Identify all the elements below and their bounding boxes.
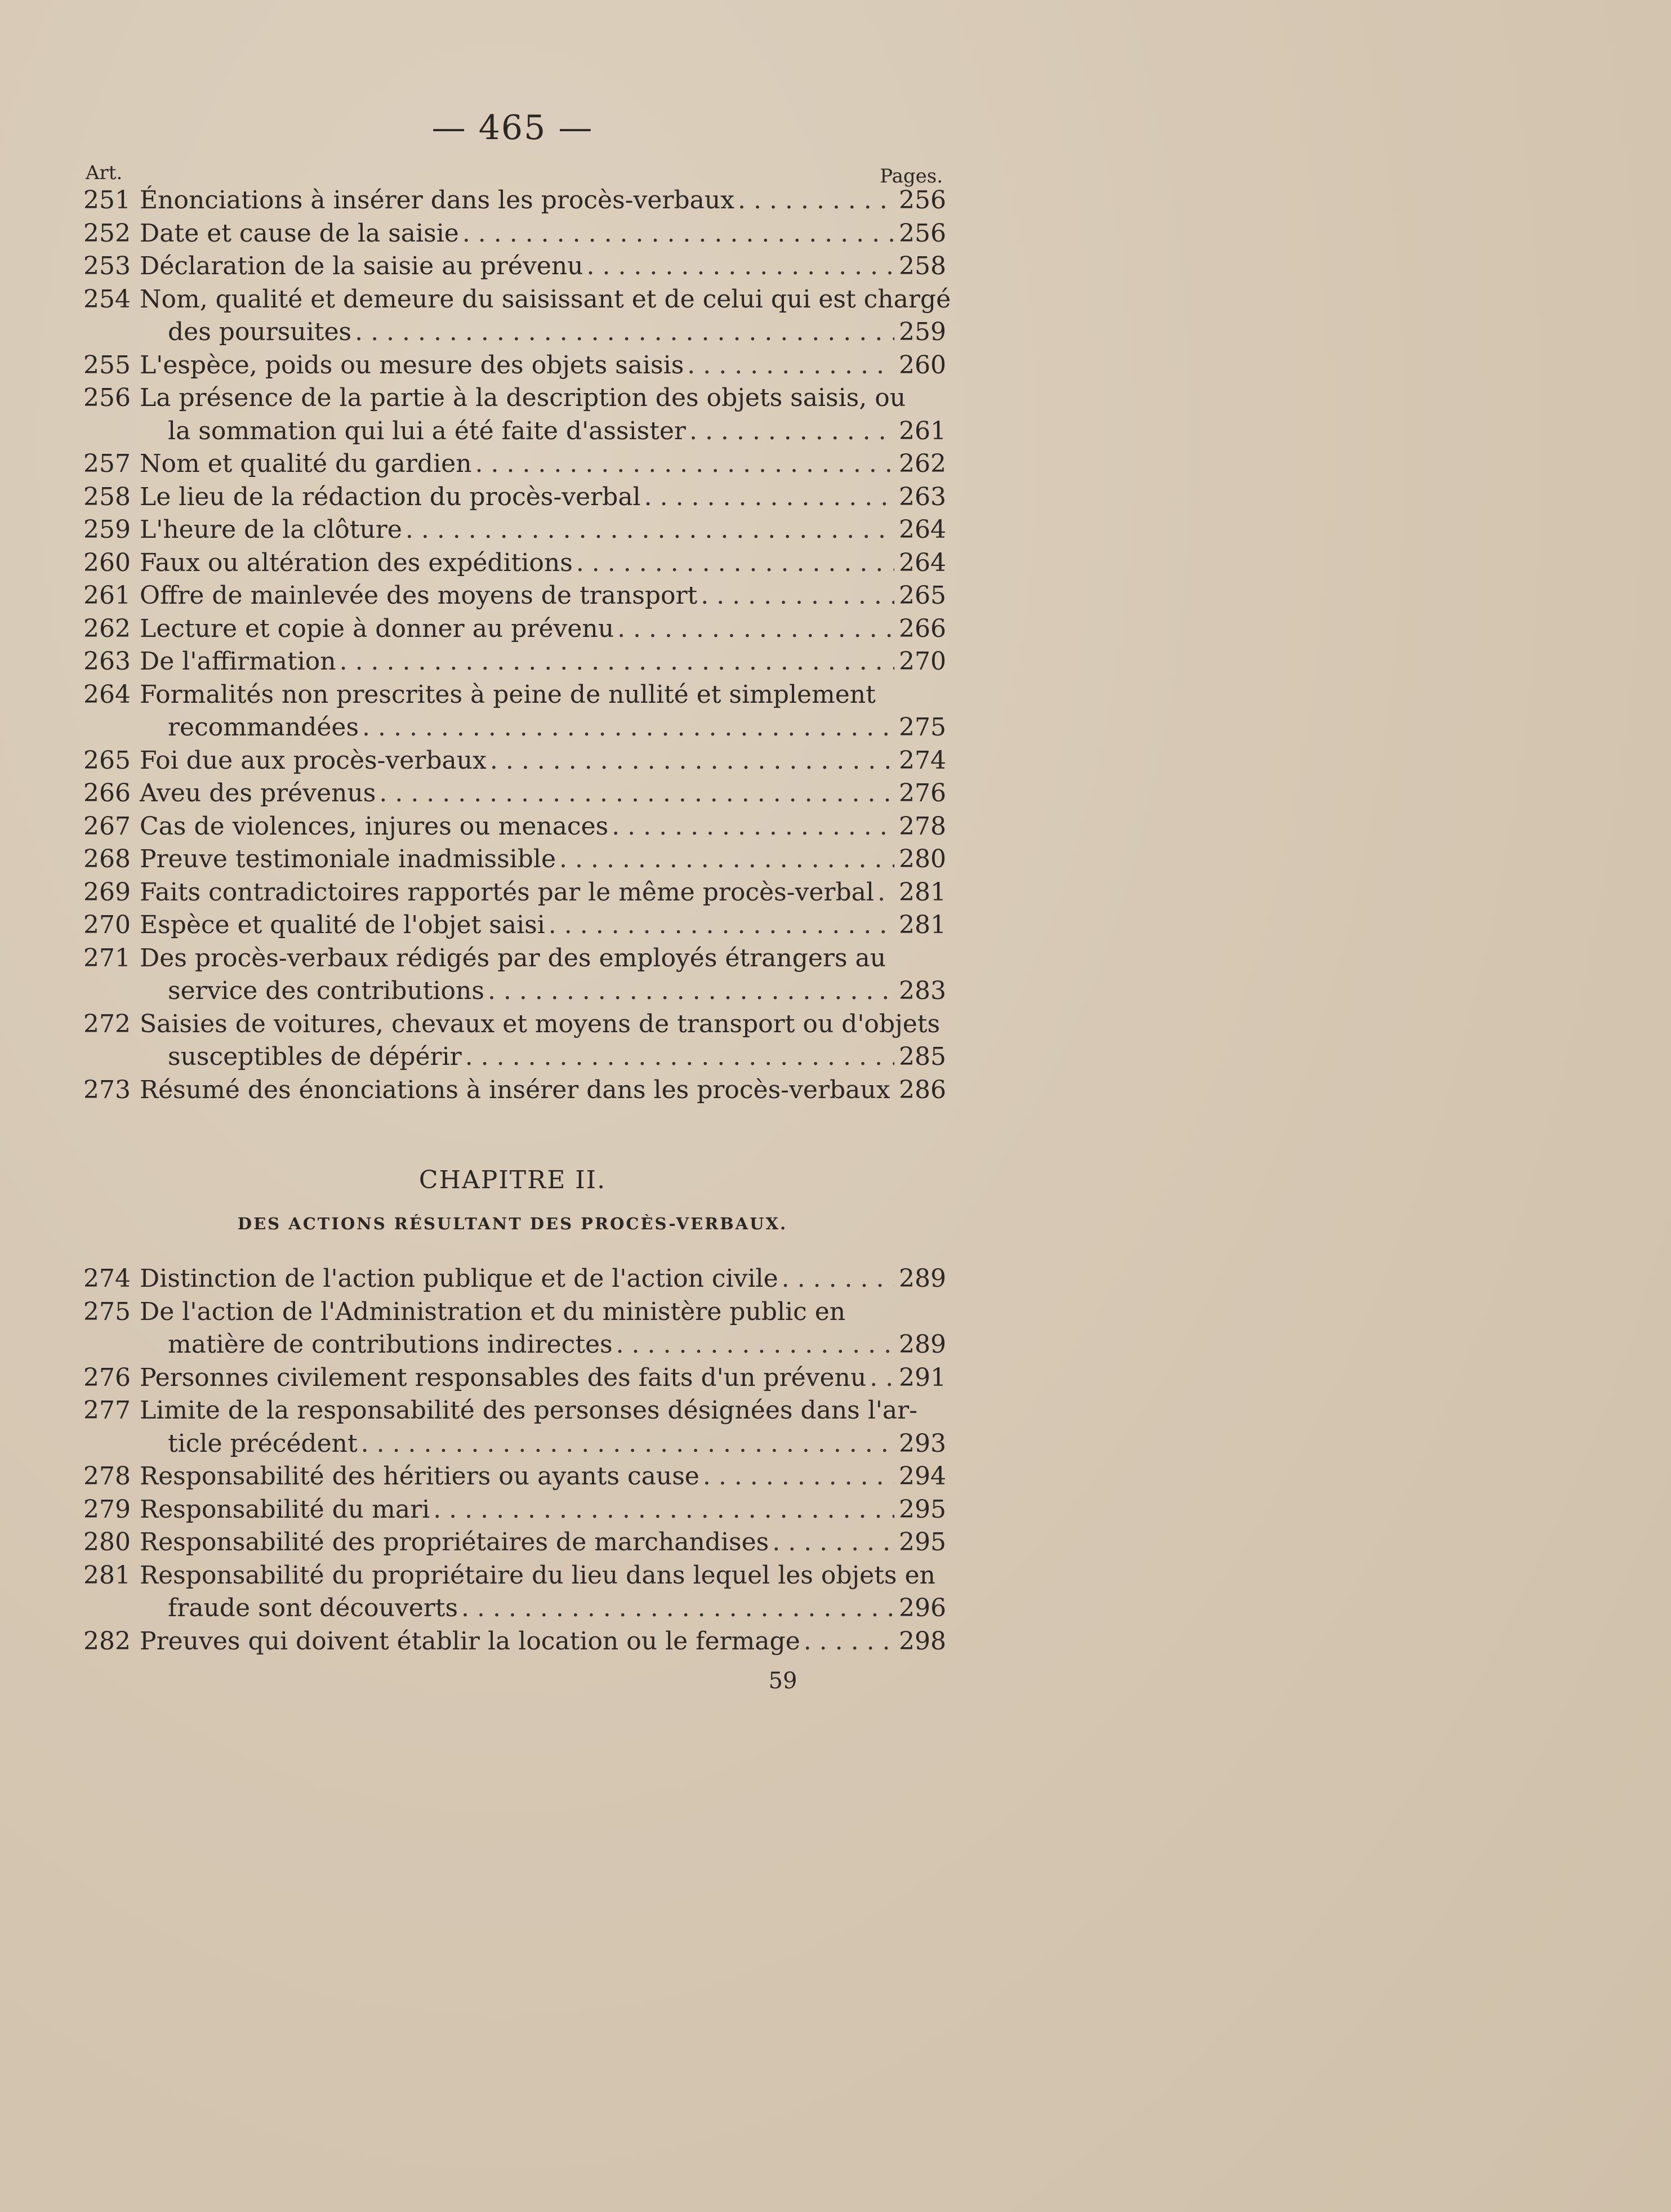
page-number: 266: [899, 614, 946, 643]
leader-dots: [459, 217, 894, 251]
entry-title: La présence de la partie à la description des objets saisis, ou: [140, 383, 906, 412]
page-number: 258: [899, 252, 946, 280]
entry-title: recommandées: [168, 713, 359, 742]
entry-title: Responsabilité des héritiers ou ayants cause: [140, 1462, 699, 1491]
entry-title: Saisies de voitures, chevaux et moyens de transport ou d'objets: [140, 1009, 941, 1038]
toc-entry: [79, 250, 946, 283]
article-number: 279: [83, 1495, 131, 1524]
leader-dots: [358, 1428, 894, 1461]
entry-title: Offre de mainlevée des moyens de transport: [140, 581, 698, 610]
entry-title: Preuves qui doivent établir la location ou le fermage: [140, 1626, 800, 1656]
pages-column-label: Pages.: [880, 165, 943, 188]
article-number: 271: [83, 943, 131, 973]
article-number: 272: [83, 1009, 131, 1038]
leader-dots: [458, 1592, 894, 1625]
leader-dots: [641, 481, 894, 514]
chapter-title: CHAPITRE II.: [418, 1166, 607, 1194]
page-number: 285: [899, 1042, 946, 1071]
entry-title: matière de contributions indirectes: [168, 1330, 613, 1359]
page-number: 293: [899, 1429, 946, 1458]
leader-dots: [359, 711, 894, 744]
signature-mark: 59: [768, 1668, 797, 1694]
toc-entry: [79, 645, 946, 679]
leader-dots: [430, 1493, 894, 1527]
article-number: 260: [83, 548, 131, 577]
article-number: 264: [83, 680, 131, 709]
toc-entry: [79, 1559, 946, 1625]
leader-dots: [573, 547, 894, 580]
page-number: 283: [899, 976, 946, 1005]
article-number: 263: [83, 647, 131, 676]
article-column-label: Art.: [86, 162, 123, 184]
article-number: 266: [83, 779, 131, 808]
toc-entry: [79, 514, 946, 547]
toc-entry: [79, 679, 946, 744]
leader-dots: [613, 1328, 894, 1362]
entry-title: fraude sont découverts: [168, 1594, 458, 1622]
page-number: 295: [899, 1528, 946, 1557]
entry-title: Date et cause de la saisie: [140, 218, 459, 248]
leader-dots: [734, 184, 894, 217]
article-number: 252: [83, 218, 131, 248]
toc-entry: [79, 1493, 946, 1527]
entry-title: Faits contradictoires rapportés par le même procès-verbal: [140, 877, 874, 907]
article-number: 276: [83, 1363, 131, 1392]
entry-title: Aveu des prévenus: [140, 779, 376, 808]
article-number: 261: [83, 581, 131, 610]
leader-dots: [462, 1041, 894, 1074]
entry-title: susceptibles de dépérir: [168, 1042, 462, 1071]
entry-title: Preuve testimoniale inadmissible: [140, 845, 556, 873]
page-number: 265: [899, 581, 946, 610]
article-number: 281: [83, 1560, 131, 1590]
leader-dots: [614, 613, 894, 646]
toc-entry: [79, 942, 946, 1008]
article-number: 254: [83, 284, 131, 314]
toc-entry: [79, 1394, 946, 1460]
page-number: 259: [899, 318, 946, 346]
entry-title: la sommation qui lui a été faite d'assister: [168, 416, 686, 445]
article-number: 256: [83, 383, 131, 412]
toc-entry: [79, 777, 946, 810]
toc-entry: [79, 876, 946, 909]
entry-title: Énonciations à insérer dans les procès-verbaux: [140, 186, 734, 215]
page-number: 275: [899, 713, 946, 742]
entry-title: Des procès-verbaux rédigés par des employés étrangers au: [140, 943, 886, 973]
page-number: 256: [899, 218, 946, 248]
article-number: 278: [83, 1462, 131, 1491]
page-number: 294: [899, 1462, 946, 1491]
article-number: 270: [83, 911, 131, 939]
toc-list-chapter-2: [79, 1263, 946, 1658]
leader-dots: [686, 415, 894, 448]
leader-dots: [684, 349, 894, 382]
leader-dots: [556, 843, 894, 876]
entry-title: Responsabilité du mari: [140, 1495, 430, 1524]
leader-dots: [800, 1625, 894, 1658]
toc-entry: [79, 1074, 946, 1107]
entry-title: Distinction de l'action publique et de l'action civile: [140, 1264, 778, 1293]
entry-title: Formalités non prescrites à peine de nullité et simplement: [140, 680, 876, 709]
article-number: 275: [83, 1297, 131, 1326]
leader-dots: [351, 316, 894, 349]
page-number: 289: [899, 1264, 946, 1293]
article-number: 273: [83, 1075, 131, 1104]
article-number: 269: [83, 877, 131, 907]
toc-entry: [79, 1625, 946, 1658]
article-number: 280: [83, 1528, 131, 1557]
leader-dots: [487, 744, 894, 778]
entry-title: Déclaration de la saisie au prévenu: [140, 252, 583, 280]
article-number: 277: [83, 1396, 131, 1425]
leader-dots: [376, 777, 894, 810]
article-number: 259: [83, 515, 131, 544]
toc-entry: [79, 1296, 946, 1362]
page-number: 296: [899, 1594, 946, 1622]
toc-entry: [79, 1263, 946, 1296]
entry-title: Limite de la responsabilité des personses désignées dans l'ar-: [140, 1396, 918, 1425]
leader-dots: [608, 810, 894, 844]
page-number: 270: [899, 647, 946, 676]
article-number: 262: [83, 614, 131, 643]
entry-title: Responsabilité du propriétaire du lieu dans lequel les objets en: [140, 1560, 935, 1590]
entry-title: des poursuites: [168, 318, 352, 346]
entry-title: L'espèce, poids ou mesure des objets saisis: [140, 350, 684, 380]
article-number: 255: [83, 350, 131, 380]
page-number: 256: [899, 186, 946, 215]
page-number: 281: [899, 877, 946, 907]
toc-entry: [79, 1008, 946, 1074]
entry-title: Résumé des énonciations à insérer dans les procès-verbaux: [140, 1075, 890, 1104]
entry-title: Le lieu de la rédaction du procès-verbal: [140, 482, 641, 511]
leader-dots: [866, 1362, 894, 1395]
toc-entry: [79, 1460, 946, 1493]
entry-title: Cas de violences, injures ou menaces: [140, 811, 609, 841]
page-header: — 465 —: [431, 108, 594, 148]
article-number: 258: [83, 482, 131, 511]
page-number: 276: [899, 779, 946, 808]
page-number: 291: [899, 1363, 946, 1392]
leader-dots: [472, 448, 894, 481]
article-number: 268: [83, 845, 131, 873]
article-number: 265: [83, 746, 131, 775]
page-number: 262: [899, 449, 946, 478]
entry-title: Foi due aux procès-verbaux: [140, 746, 487, 775]
leader-dots: [402, 514, 894, 547]
entry-title: Espèce et qualité de l'objet saisi: [140, 911, 545, 939]
toc-list-chapter-1: [79, 184, 951, 1107]
toc-entry: [79, 349, 946, 382]
page-number: 264: [899, 548, 946, 577]
page-number: 260: [899, 350, 946, 380]
toc-entry: [79, 909, 946, 942]
toc-entry: [79, 744, 946, 778]
article-number: 267: [83, 811, 131, 841]
leader-dots: [699, 1460, 894, 1493]
page-number: 274: [899, 746, 946, 775]
page-number: 278: [899, 811, 946, 841]
entry-title: Nom et qualité du gardien: [140, 449, 472, 478]
page-number: 289: [899, 1330, 946, 1359]
entry-title: Personnes civilement responsables des faits d'un prévenu: [140, 1363, 867, 1392]
entry-title: service des contributions: [168, 976, 484, 1005]
toc-entry: [79, 547, 946, 580]
page-number: 264: [899, 515, 946, 544]
toc-entry: [79, 481, 946, 514]
leader-dots: [697, 579, 894, 613]
entry-title: Lecture et copie à donner au prévenu: [140, 614, 614, 643]
entry-title: ticle précédent: [168, 1429, 358, 1458]
page-number: 281: [899, 911, 946, 939]
toc-entry: [79, 382, 946, 448]
chapter-subtitle: DES ACTIONS RÉSULTANT DES PROCÈS-VERBAUX.: [237, 1214, 788, 1233]
leader-dots: [583, 250, 894, 283]
entry-title: Faux ou altération des expéditions: [140, 548, 573, 577]
toc-entry: [79, 613, 946, 646]
entry-title: Nom, qualité et demeure du saisissant et de celui qui est chargé: [140, 284, 951, 314]
entry-title: L'heure de la clôture: [140, 515, 402, 544]
toc-entry: [79, 283, 951, 349]
entry-title: Responsabilité des propriétaires de marchandises: [140, 1528, 769, 1557]
toc-entry: [79, 217, 946, 251]
page-number: 263: [899, 482, 946, 511]
toc-entry: [79, 184, 946, 217]
leader-dots: [484, 975, 894, 1008]
page-number: 280: [899, 845, 946, 873]
article-number: 253: [83, 252, 131, 280]
entry-title: De l'action de l'Administration et du ministère public en: [140, 1297, 846, 1326]
page-number: 286: [899, 1075, 946, 1104]
toc-entry: [79, 448, 946, 481]
article-number: 251: [83, 186, 131, 215]
article-number: 257: [83, 449, 131, 478]
leader-dots: [874, 876, 894, 909]
leader-dots: [545, 909, 894, 942]
page-number: 295: [899, 1495, 946, 1524]
toc-entry: [79, 810, 946, 844]
page-number: 298: [899, 1626, 946, 1656]
article-number: 274: [83, 1264, 131, 1293]
page-number: 261: [899, 416, 946, 445]
entry-title: De l'affirmation: [140, 647, 336, 676]
toc-entry: [79, 843, 946, 876]
toc-entry: [79, 1526, 946, 1559]
toc-entry: [79, 579, 946, 613]
article-number: 282: [83, 1626, 131, 1656]
leader-dots: [778, 1263, 894, 1296]
leader-dots: [336, 645, 894, 679]
leader-dots: [890, 1074, 894, 1107]
leader-dots: [769, 1526, 894, 1559]
toc-entry: [79, 1362, 946, 1395]
